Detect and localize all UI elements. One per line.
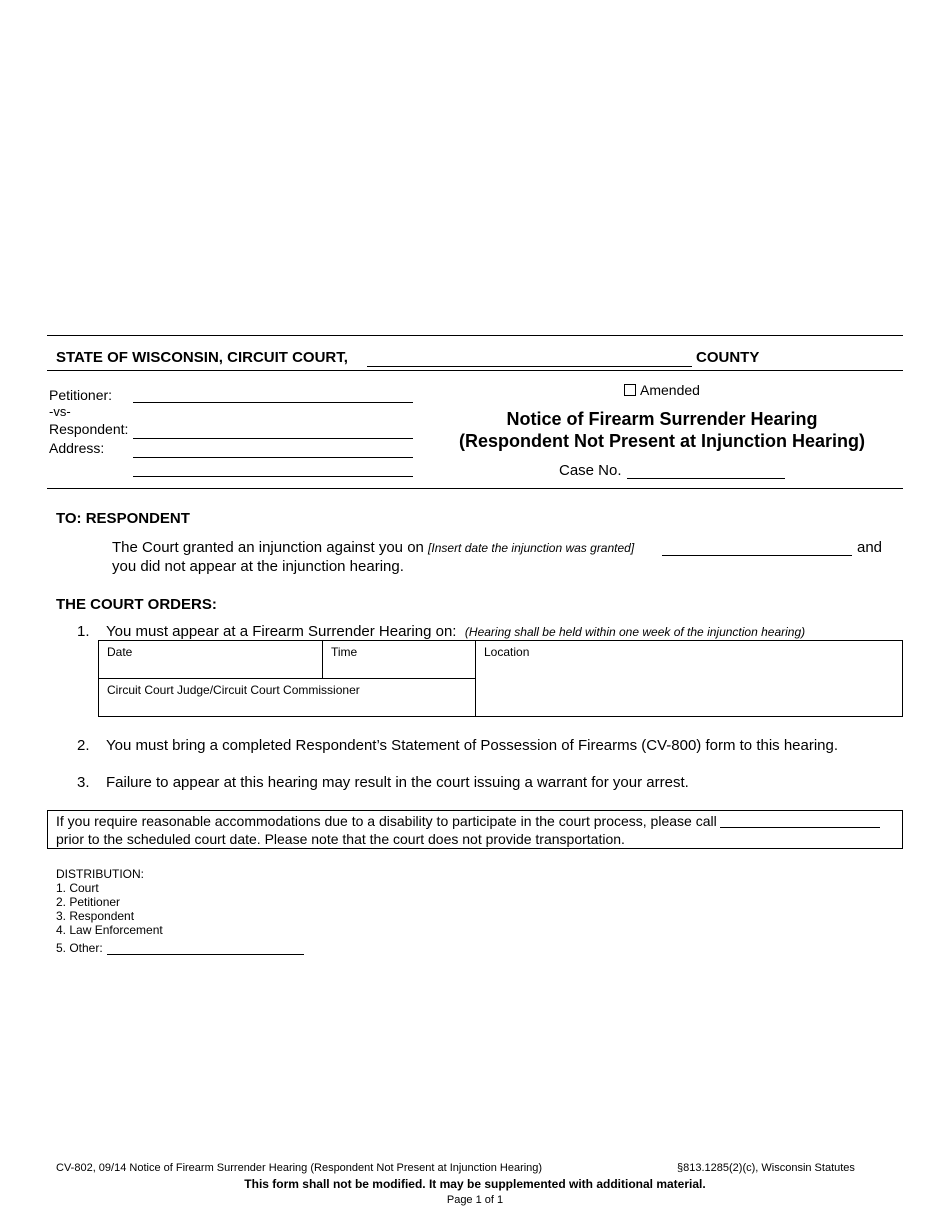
amended-checkbox[interactable] [624,384,636,396]
amended-label: Amended [640,382,700,398]
vs-label: -vs- [49,404,71,419]
amended-option[interactable] [624,382,700,398]
injunction-date-instruction: [Insert date the injunction was granted] [428,541,635,555]
address-field-line2[interactable] [133,476,413,477]
footer-form-id: CV-802, 09/14 Notice of Firearm Surrender Hearing (Respondent Not Present at Injunction Hearing) [56,1162,543,1174]
order-item1-number: 1. [77,623,90,640]
order-item3-text: Failure to appear at this hearing may result in the court issuing a warrant for your arrest. [106,774,689,791]
order-item1-text: You must appear at a Firearm Surrender Hearing on: [106,623,457,640]
injunction-date-field[interactable] [662,555,852,556]
county-name-field[interactable] [367,366,692,367]
distribution-item: 2. Petitioner [56,895,121,909]
distribution-item: 1. Court [56,881,99,895]
and-text: and [857,539,883,556]
address-label: Address: [49,440,105,456]
caption-bottom-rule [47,488,903,489]
injunction-text [112,539,634,556]
injunction-text-before: The Court granted an injunction against you on [112,539,424,556]
hearing-time-label: Time [331,645,358,659]
order-item3-number: 3. [77,774,90,791]
order-item1-note: (Hearing shall be held within one week of the injunction hearing) [464,625,806,639]
injunction-text-line2: you did not appear at the injunction hearing. [112,558,404,575]
distribution-other-field[interactable] [107,954,304,955]
hearing-time-cell[interactable] [322,640,476,679]
hearing-judge-cell[interactable] [98,678,476,717]
hearing-date-label: Date [107,645,133,659]
footer-page-number: Page 1 of 1 [446,1194,504,1206]
form-title-line2: (Respondent Not Present at Injunction Hearing) [458,431,866,451]
case-no-field[interactable] [627,478,785,479]
accommodation-line2: prior to the scheduled court date. Please note that the court does not provide transportation. [56,831,625,847]
header-rule [47,370,903,371]
address-field-line1[interactable] [133,457,413,458]
distribution-item: 4. Law Enforcement [56,923,163,937]
respondent-label: Respondent: [49,421,129,437]
form-title-line1: Notice of Firearm Surrender Hearing [506,409,818,429]
state-court-label: STATE OF WISCONSIN, CIRCUIT COURT, [56,349,348,366]
hearing-judge-label: Circuit Court Judge/Circuit Court Commissioner [107,683,360,697]
petitioner-field[interactable] [133,402,413,403]
county-label: COUNTY [696,349,760,366]
footer-statute: §813.1285(2)(c), Wisconsin Statutes [677,1162,855,1174]
orders-heading: THE COURT ORDERS: [56,596,217,613]
accommodation-phone-field[interactable] [720,827,880,828]
hearing-date-cell[interactable] [98,640,323,679]
to-heading: TO: RESPONDENT [56,510,190,527]
distribution-item: 3. Respondent [56,909,135,923]
hearing-location-cell[interactable] [475,640,903,717]
respondent-field[interactable] [133,438,413,439]
petitioner-label: Petitioner: [49,387,113,403]
footer-notice: This form shall not be modified. It may be supplemented with additional material. [244,1177,706,1191]
hearing-location-label: Location [484,645,530,659]
order-item1 [106,623,805,641]
distribution-heading: DISTRIBUTION: [56,867,145,881]
order-item2-number: 2. [77,737,90,754]
order-item2-text: You must bring a completed Respondent’s Statement of Possession of Firearms (CV-800) form to this hearing. [106,737,839,754]
accommodation-line1: If you require reasonable accommodations due to a disability to participate in the court process, please call [56,813,717,829]
distribution-other-label: 5. Other: [56,941,103,955]
top-rule [47,335,903,336]
case-no-label: Case No. [559,462,622,479]
